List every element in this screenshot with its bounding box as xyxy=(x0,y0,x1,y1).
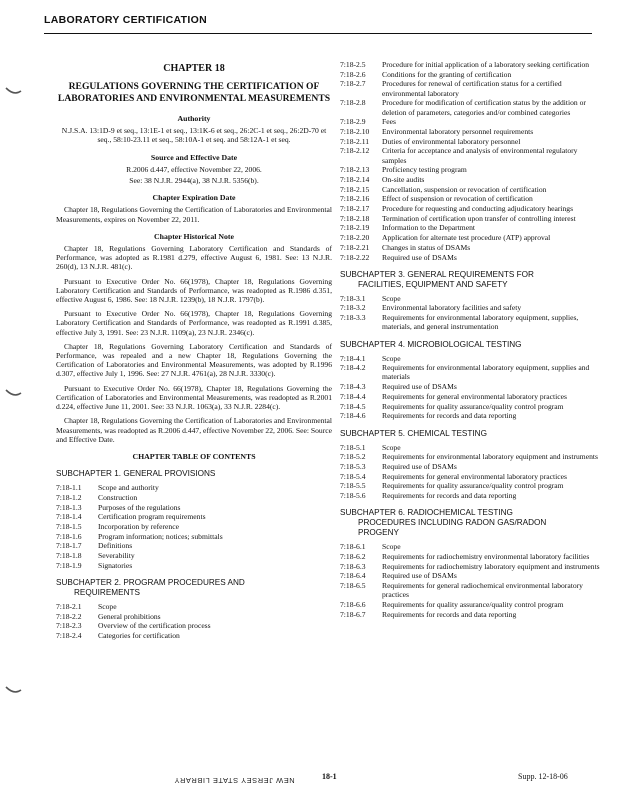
toc-entry xyxy=(56,522,332,531)
toc-section-number: 7:18-1.2 xyxy=(56,492,82,502)
toc-entry xyxy=(340,354,602,363)
toc-section-title: Effect of suspension or revocation of certification xyxy=(382,194,533,204)
toc-section-title: Termination of certification upon transfer of controlling interest xyxy=(382,213,576,223)
expiration-heading: Chapter Expiration Date xyxy=(152,193,236,203)
toc-entry xyxy=(56,512,332,521)
toc-entry xyxy=(56,602,332,611)
toc-entry xyxy=(340,552,602,561)
subchapter-heading-line: REQUIREMENTS xyxy=(74,587,140,597)
toc-entry xyxy=(340,462,602,471)
toc-section-number: 7:18-2.22 xyxy=(340,252,370,262)
toc-entry xyxy=(340,60,602,69)
toc-section-title: Scope and authority xyxy=(98,483,159,493)
toc-section-number: 7:18-2.7 xyxy=(340,79,366,89)
toc-section-title: Overview of the certification process xyxy=(98,621,211,631)
toc-entry xyxy=(340,452,602,461)
toc-section-number: 7:18-5.4 xyxy=(340,471,366,481)
toc-list xyxy=(56,483,332,570)
toc-section-number: 7:18-5.1 xyxy=(340,442,366,452)
toc-section-title: Required use of DSAMs xyxy=(382,382,457,392)
toc-section-title: Proficiency testing program xyxy=(382,165,467,175)
toc-section-title: On-site audits xyxy=(382,174,425,184)
toc-entry xyxy=(340,127,602,136)
toc-section-title: Requirements for radiochemistry laboratory equipment and instruments xyxy=(382,561,600,571)
toc-entry xyxy=(56,532,332,541)
toc-section-title: Procedures for renewal of certification status for a certified environmental laboratory xyxy=(382,79,562,98)
right-column xyxy=(340,60,602,619)
toc-section-number: 7:18-4.1 xyxy=(340,353,366,363)
subchapter-heading xyxy=(340,340,602,350)
toc-entry xyxy=(340,600,602,609)
toc-section-title: Procedure for requesting and conducting adjudicatory hearings xyxy=(382,204,574,214)
toc-entry xyxy=(340,223,602,232)
toc-entry xyxy=(340,175,602,184)
toc-section-title: Requirements for general radiochemical environmental laboratory practices xyxy=(382,581,583,600)
toc-section-title: Requirements for environmental laboratory equipment and instruments xyxy=(382,452,598,462)
toc-section-number: 7:18-2.8 xyxy=(340,98,366,108)
historical-paragraph: Pursuant to Executive Order No. 66(1978), Chapter 18, Regulations Governing Laboratory Certification and Standards of Performance, was readopted as R.1986 d.351, effective August 6, 1986. See: 18 N.J.R. 1239(b), 18 N.J.R. 1797(b). xyxy=(56,276,332,305)
subchapter-heading xyxy=(56,469,332,479)
toc-section-title: Requirements for records and data reporting xyxy=(382,491,517,501)
toc-section-number: 7:18-2.12 xyxy=(340,146,370,156)
toc-section-number: 7:18-2.11 xyxy=(340,136,370,146)
toc-section-title: Information to the Department xyxy=(382,223,475,233)
header-rule xyxy=(44,33,592,34)
toc-list xyxy=(340,354,602,421)
toc-section-title: Procedure for initial application of a laboratory seeking certification xyxy=(382,60,590,69)
toc-entry xyxy=(340,562,602,571)
toc-section-number: 7:18-2.4 xyxy=(56,631,82,641)
toc-entry xyxy=(56,541,332,550)
toc-section-title: Scope xyxy=(382,542,401,552)
toc-section-number: 7:18-2.14 xyxy=(340,174,370,184)
toc-entry xyxy=(340,481,602,490)
toc-entry xyxy=(340,392,602,401)
source-line: R.2006 d.447, effective November 22, 2006. xyxy=(126,164,262,174)
toc-entry xyxy=(340,571,602,580)
toc-entry xyxy=(340,253,602,262)
toc-section-number: 7:18-5.6 xyxy=(340,491,366,501)
historical-paragraph: Pursuant to Executive Order No. 66(1978), Chapter 18, Regulations Governing Laboratory Certification and Standards of Performance, was readopted as R.1991 d.385, effective July 3, 1991. See: 23 N.J.R. 1109(a), 23 N.J.R. 2346(c). xyxy=(56,309,332,337)
toc-section-title: Application for alternate test procedure (ATP) approval xyxy=(382,233,551,243)
toc-section-number: 7:18-2.3 xyxy=(56,621,82,631)
toc-section-title: Requirements for quality assurance/quality control program xyxy=(382,599,564,609)
toc-section-number: 7:18-6.7 xyxy=(340,609,366,619)
subchapter-heading-line: SUBCHAPTER 4. MICROBIOLOGICAL TESTING xyxy=(340,339,522,349)
toc-entry xyxy=(340,402,602,411)
toc-entry xyxy=(56,483,332,492)
toc-section-title: Requirements for general environmental laboratory practices xyxy=(382,391,567,401)
toc-section-title: Definitions xyxy=(98,541,133,551)
toc-section-number: 7:18-1.9 xyxy=(56,560,82,570)
toc-entry xyxy=(340,313,602,331)
toc-section-title: Construction xyxy=(98,492,138,502)
historical-paragraph: Chapter 18, Regulations Governing the Certification of Laboratories and Environmental Measurements, was readopted as R.2006 d.447, effective November 22, 2006. See: Source and Effective Date. xyxy=(56,416,332,444)
toc-section-number: 7:18-4.3 xyxy=(340,382,366,392)
toc-section-number: 7:18-1.4 xyxy=(56,512,82,522)
toc-section-title: Environmental laboratory personnel requirements xyxy=(382,126,534,136)
toc-section-number: 7:18-6.1 xyxy=(340,542,366,552)
subchapter-heading xyxy=(340,270,602,290)
toc-section-number: 7:18-2.13 xyxy=(340,165,370,175)
toc-entry xyxy=(340,165,602,174)
toc-section-number: 7:18-2.19 xyxy=(340,223,370,233)
toc-section-title: Incorporation by reference xyxy=(98,521,179,531)
toc-entry xyxy=(340,581,602,599)
toc-section-number: 7:18-2.21 xyxy=(340,242,370,252)
toc-section-title: Cancellation, suspension or revocation of certification xyxy=(382,184,547,194)
subchapter-heading-line: SUBCHAPTER 6. RADIOCHEMICAL TESTING xyxy=(340,508,513,518)
toc-section-number: 7:18-2.15 xyxy=(340,184,370,194)
toc-section-title: Procedure for modification of certification status by the addition or deletion of parameters, categories and/or combined categories xyxy=(382,98,586,117)
toc-list xyxy=(340,294,602,332)
authority-heading: Authority xyxy=(177,114,211,124)
toc-section-title: Categories for certification xyxy=(98,631,180,641)
library-stamp: NEW JERSEY STATE LIBRARY xyxy=(174,776,295,785)
toc-heading: CHAPTER TABLE OF CONTENTS xyxy=(132,451,256,461)
toc-section-title: Scope xyxy=(98,601,117,611)
toc-section-number: 7:18-1.1 xyxy=(56,483,82,493)
toc-section-title: Conditions for the granting of certification xyxy=(382,69,512,79)
subchapter-heading-line: SUBCHAPTER 5. CHEMICAL TESTING xyxy=(340,428,487,438)
toc-list xyxy=(56,602,332,640)
toc-entry xyxy=(340,542,602,551)
left-column xyxy=(56,60,332,641)
toc-section-title: Requirements for records and data reporting xyxy=(382,411,517,421)
toc-section-title: Required use of DSAMs xyxy=(382,252,457,262)
toc-section-number: 7:18-2.2 xyxy=(56,611,82,621)
toc-section-number: 7:18-2.1 xyxy=(56,601,82,611)
toc-section-number: 7:18-1.5 xyxy=(56,521,82,531)
toc-section-number: 7:18-2.5 xyxy=(340,60,366,69)
toc-section-title: Purposes of the regulations xyxy=(98,502,181,512)
toc-entry xyxy=(340,117,602,126)
toc-section-title: Requirements for radiochemistry environmental laboratory facilities xyxy=(382,551,590,561)
toc-entry xyxy=(340,363,602,381)
toc-section-title: Certification program requirements xyxy=(98,512,206,522)
toc-entry xyxy=(340,185,602,194)
toc-list xyxy=(340,542,602,619)
toc-entry xyxy=(340,194,602,203)
toc-section-number: 7:18-1.6 xyxy=(56,531,82,541)
toc-section-title: Scope xyxy=(382,293,401,303)
toc-entry xyxy=(56,551,332,560)
toc-entry xyxy=(340,204,602,213)
toc-entry xyxy=(340,443,602,452)
toc-section-title: Fees xyxy=(382,117,396,127)
toc-section-number: 7:18-5.2 xyxy=(340,452,366,462)
subchapter-heading xyxy=(56,578,332,598)
toc-entry xyxy=(340,243,602,252)
historical-paragraph: Chapter 18, Regulations Governing Laboratory Certification and Standards of Performance, was adopted as R.1981 d.279, effective August 6, 1981. See: 13 N.J.R. 260(d), 13 N.J.R. 481(c). xyxy=(56,244,332,272)
toc-entry xyxy=(340,610,602,619)
source-line: See: 38 N.J.R. 2944(a), 38 N.J.R. 5356(b). xyxy=(129,176,259,186)
toc-section-title: Requirements for environmental laboratory equipment, supplies, materials, and general instrumentation xyxy=(382,313,579,332)
toc-section-number: 7:18-2.17 xyxy=(340,204,370,214)
toc-entry xyxy=(340,233,602,242)
toc-section-number: 7:18-4.4 xyxy=(340,391,366,401)
toc-entry xyxy=(340,70,602,79)
toc-section-number: 7:18-6.6 xyxy=(340,599,366,609)
toc-section-number: 7:18-6.2 xyxy=(340,551,366,561)
toc-entry xyxy=(56,493,332,502)
toc-entry xyxy=(340,214,602,223)
toc-entry xyxy=(56,503,332,512)
toc-entry xyxy=(340,411,602,420)
historical-paragraph: Chapter 18, Regulations Governing Laboratory Certification and Standards of Performance, was repealed and a new Chapter 18, Regulations Governing the Certification of Laboratories and Environmental Measurements, was adopted by R.1996 d.307, effective July 1, 1996. See: 27 N.J.R. 4761(a), 28 N.J.R. 3330(c). xyxy=(56,341,332,379)
subchapter-heading-line: FACILITIES, EQUIPMENT AND SAFETY xyxy=(358,279,508,289)
toc-section-number: 7:18-2.20 xyxy=(340,233,370,243)
toc-entry xyxy=(56,612,332,621)
toc-section-title: Severability xyxy=(98,551,135,561)
subchapter-heading-line: PROCEDURES INCLUDING RADON GAS/RADON xyxy=(358,518,547,528)
toc-section-number: 7:18-1.7 xyxy=(56,541,82,551)
toc-section-number: 7:18-6.4 xyxy=(340,571,366,581)
toc-list xyxy=(340,60,602,262)
subchapter-heading-line: PROGENY xyxy=(358,528,399,538)
toc-section-title: Environmental laboratory facilities and safety xyxy=(382,303,522,313)
toc-section-title: Requirements for quality assurance/quality control program xyxy=(382,481,564,491)
toc-section-title: Duties of environmental laboratory personnel xyxy=(382,136,521,146)
toc-section-number: 7:18-3.3 xyxy=(340,313,366,323)
historical-heading: Chapter Historical Note xyxy=(154,231,234,241)
historical-paragraph: Pursuant to Executive Order No. 66(1978), Chapter 18, Regulations Governing the Certification of Laboratories and Environmental Measurements, was readopted as R.2001 d.224, effective June 11, 2001. See: 33 N.J.R. 1063(a), 33 N.J.R. 2284(c). xyxy=(56,383,332,412)
toc-section-number: 7:18-3.1 xyxy=(340,293,366,303)
toc-section-title: Requirements for environmental laboratory equipment, supplies and materials xyxy=(382,363,590,382)
toc-section-title: Required use of DSAMs xyxy=(382,571,457,581)
toc-section-number: 7:18-2.6 xyxy=(340,69,366,79)
toc-entry xyxy=(340,79,602,97)
toc-section-title: Changes in status of DSAMs xyxy=(382,242,471,252)
subchapter-heading xyxy=(340,429,602,439)
toc-entry xyxy=(56,561,332,570)
running-header: LABORATORY CERTIFICATION xyxy=(44,14,207,26)
subchapter-heading xyxy=(340,508,602,538)
source-heading: Source and Effective Date xyxy=(150,152,238,162)
binder-hole-mark-icon xyxy=(4,386,22,400)
toc-entry xyxy=(340,303,602,312)
toc-section-title: Required use of DSAMs xyxy=(382,461,457,471)
expiration-text: Chapter 18, Regulations Governing the Certification of Laboratories and Environmental Measurements, expires on November 22, 2011. xyxy=(56,205,332,224)
toc-entry xyxy=(340,491,602,500)
toc-section-number: 7:18-5.5 xyxy=(340,481,366,491)
toc-section-number: 7:18-2.10 xyxy=(340,126,370,136)
binder-hole-mark-icon xyxy=(4,683,22,697)
toc-entry xyxy=(340,294,602,303)
subchapter-heading-line: SUBCHAPTER 1. GENERAL PROVISIONS xyxy=(56,469,216,479)
subchapter-heading-line: SUBCHAPTER 3. GENERAL REQUIREMENTS FOR xyxy=(340,269,534,279)
toc-section-title: Signatories xyxy=(98,560,133,570)
toc-entry xyxy=(340,98,602,116)
toc-section-number: 7:18-2.9 xyxy=(340,117,366,127)
toc-section-title: Scope xyxy=(382,353,401,363)
toc-entry xyxy=(340,137,602,146)
toc-section-number: 7:18-1.8 xyxy=(56,551,82,561)
toc-section-number: 7:18-1.3 xyxy=(56,502,82,512)
toc-section-title: Requirements for records and data reporting xyxy=(382,609,517,619)
toc-section-number: 7:18-6.3 xyxy=(340,561,366,571)
chapter-title: REGULATIONS GOVERNING THE CERTIFICATION OF LABORATORIES AND ENVIRONMENTAL MEASUREMENTS xyxy=(57,81,331,104)
subchapter-heading-line: SUBCHAPTER 2. PROGRAM PROCEDURES AND xyxy=(56,577,245,587)
toc-section-title: Program information; notices; submittals xyxy=(98,531,223,541)
toc-section-title: Criteria for acceptance and analysis of environmental regulatory samples xyxy=(382,146,578,165)
toc-entry xyxy=(56,621,332,630)
toc-entry xyxy=(340,146,602,164)
toc-section-number: 7:18-2.18 xyxy=(340,213,370,223)
toc-entry xyxy=(56,631,332,640)
authority-text: N.J.S.A. 13:1D-9 et seq., 13:1E-1 et seq., 13:1K-6 et seq., 26:2C-1 et seq., 26:2D-70 et seq., 58:10-23.11 et seq., 58:10A-1 et seq. and 58:12A-1 et seq. xyxy=(61,126,327,145)
page-number: 18-1 xyxy=(322,772,337,781)
toc-section-number: 7:18-5.3 xyxy=(340,461,366,471)
toc-section-number: 7:18-4.2 xyxy=(340,363,366,373)
chapter-number: CHAPTER 18 xyxy=(163,63,225,74)
toc-section-title: Requirements for general environmental laboratory practices xyxy=(382,471,567,481)
toc-section-number: 7:18-3.2 xyxy=(340,303,366,313)
toc-section-number: 7:18-6.5 xyxy=(340,581,366,591)
binder-hole-mark-icon xyxy=(4,84,22,98)
toc-entry xyxy=(340,472,602,481)
toc-list xyxy=(340,443,602,501)
toc-entry xyxy=(340,382,602,391)
toc-section-title: Scope xyxy=(382,442,401,452)
toc-section-title: Requirements for quality assurance/quality control program xyxy=(382,401,564,411)
toc-section-number: 7:18-4.5 xyxy=(340,401,366,411)
supplement-date: Supp. 12-18-06 xyxy=(518,772,568,781)
toc-section-number: 7:18-2.16 xyxy=(340,194,370,204)
toc-section-number: 7:18-4.6 xyxy=(340,411,366,421)
toc-section-title: General prohibitions xyxy=(98,611,161,621)
